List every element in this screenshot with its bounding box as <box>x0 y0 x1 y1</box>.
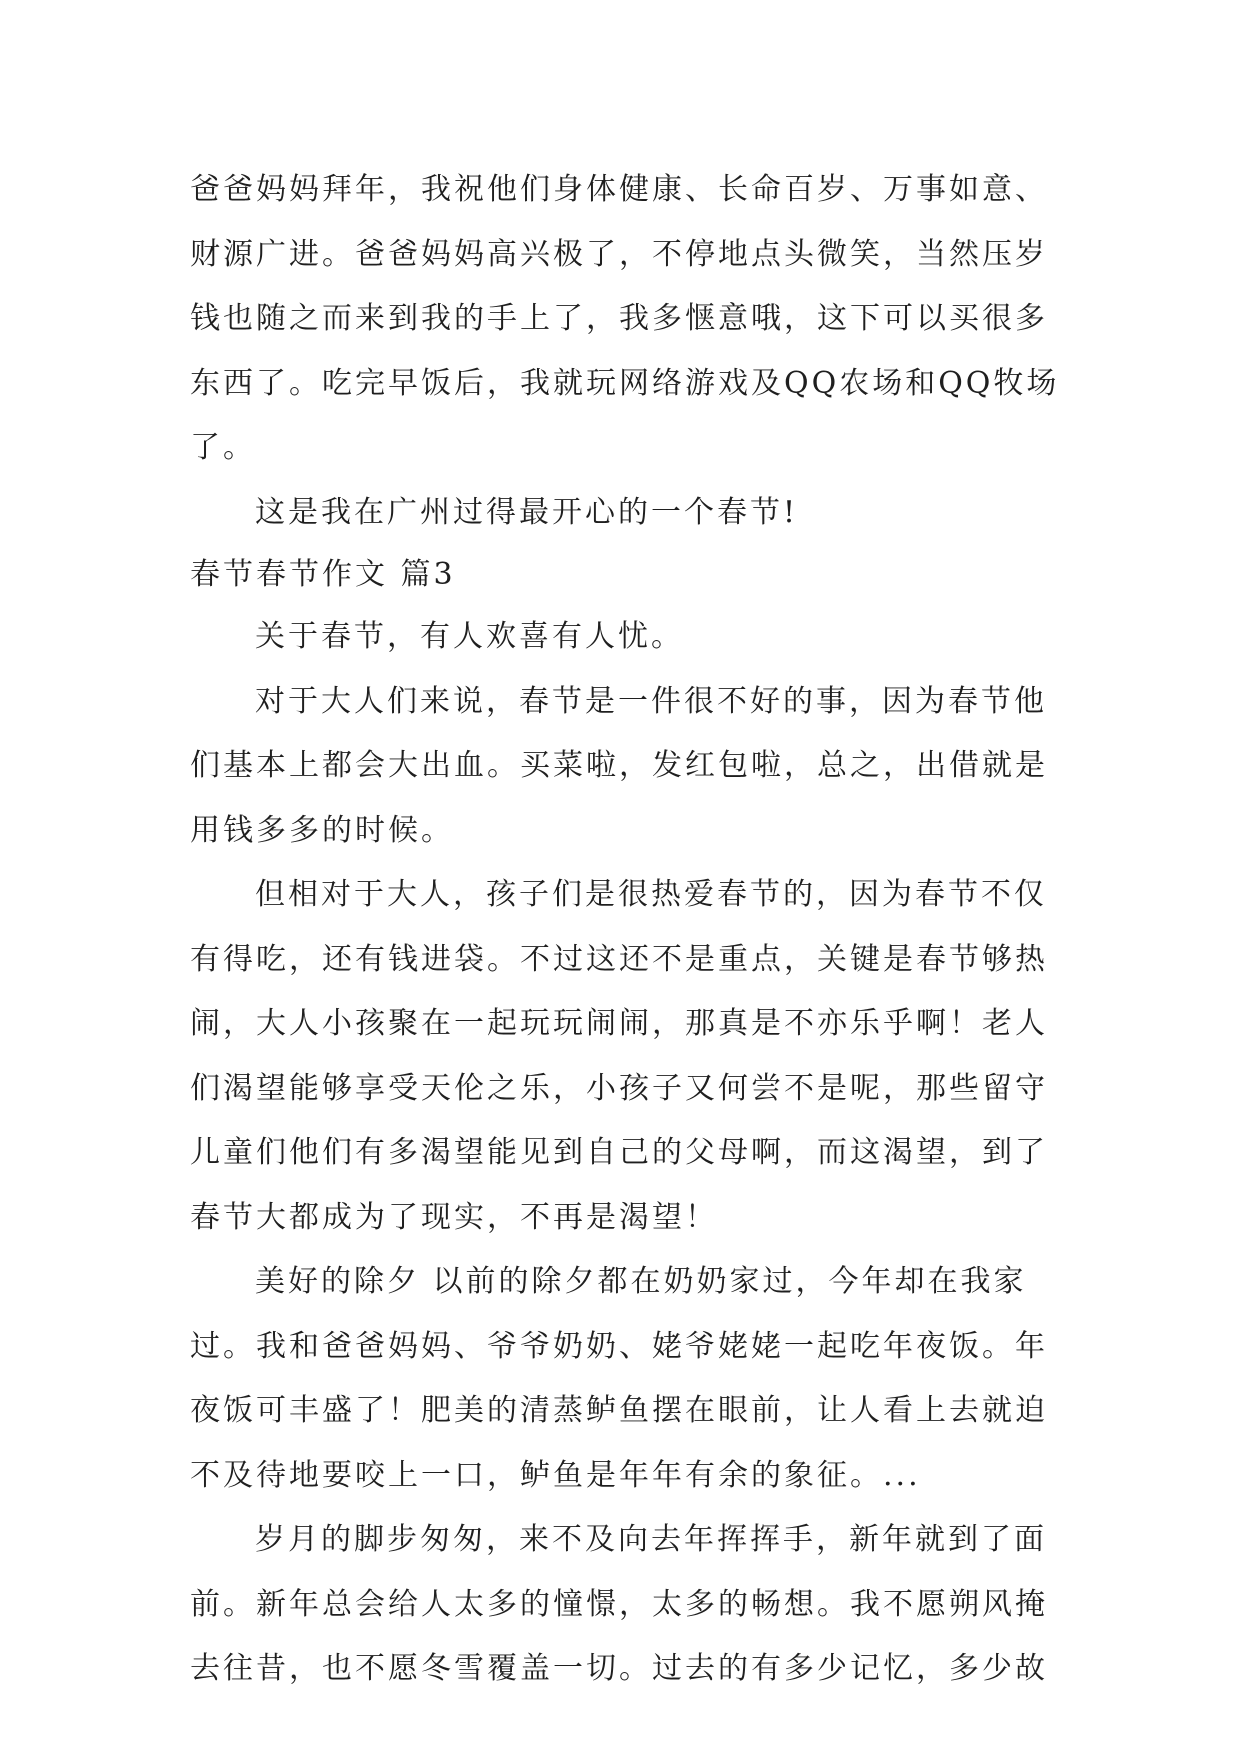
document-body <box>190 158 1070 1702</box>
paragraph-line: 有得吃，还有钱进袋。不过这还不是重点，关键是春节够热 <box>190 941 1048 977</box>
paragraph-line: 财源广进。爸爸妈妈高兴极了，不停地点头微笑，当然压岁 <box>190 236 1048 272</box>
paragraph-line: 关于春节，有人欢喜有人忧。 <box>255 619 684 654</box>
paragraph-line: 闹，大人小孩聚在一起玩玩闹闹，那真是不亦乐乎啊！老人 <box>190 1006 1048 1041</box>
paragraph-line: 用钱多多的时候。 <box>190 812 454 848</box>
paragraph-line: 钱也随之而来到我的手上了，我多惬意哦，这下可以买很多 <box>190 301 1048 336</box>
paragraph-line: 春节大都成为了现实，不再是渴望！ <box>190 1199 718 1235</box>
paragraph-line: 过。我和爸爸妈妈、爷爷奶奶、姥爷姥姥一起吃年夜饭。年 <box>190 1328 1048 1364</box>
paragraph-line: 爸爸妈妈拜年，我祝他们身体健康、长命百岁、万事如意、 <box>190 172 1048 207</box>
paragraph-line: 对于大人们来说，春节是一件很不好的事，因为春节他 <box>255 683 1047 719</box>
paragraph-line: 儿童们他们有多渴望能见到自己的父母啊，而这渴望，到了 <box>190 1135 1048 1170</box>
paragraph-line: 前。新年总会给人太多的憧憬，太多的畅想。我不愿朔风掩 <box>190 1586 1048 1622</box>
paragraph-line: 们基本上都会大出血。买菜啦，发红包啦，总之，出借就是 <box>190 748 1048 783</box>
paragraph-line: 去往昔，也不愿冬雪覆盖一切。过去的有多少记忆，多少故 <box>190 1651 1048 1686</box>
section-heading: 春节春节作文 篇3 <box>190 557 456 592</box>
paragraph-line: 夜饭可丰盛了！肥美的清蒸鲈鱼摆在眼前，让人看上去就迫 <box>190 1393 1048 1428</box>
paragraph-line: 东西了。吃完早饭后，我就玩网络游戏及QQ农场和QQ牧场 <box>190 365 1060 401</box>
paragraph-line: 了。 <box>190 430 256 465</box>
paragraph-line: 这是我在广州过得最开心的一个春节! <box>255 494 799 530</box>
paragraph-line: 但相对于大人，孩子们是很热爱春节的，因为春节不仅 <box>255 877 1047 912</box>
paragraph-line: 们渴望能够享受天伦之乐，小孩子又何尝不是呢，那些留守 <box>190 1070 1048 1106</box>
paragraph-line: 不及待地要咬上一口，鲈鱼是年年有余的象征。... <box>190 1457 921 1493</box>
paragraph-line: 岁月的脚步匆匆，来不及向去年挥挥手，新年就到了面 <box>255 1522 1047 1557</box>
paragraph-line: 美好的除夕 以前的除夕都在奶奶家过，今年却在我家 <box>255 1264 1027 1299</box>
